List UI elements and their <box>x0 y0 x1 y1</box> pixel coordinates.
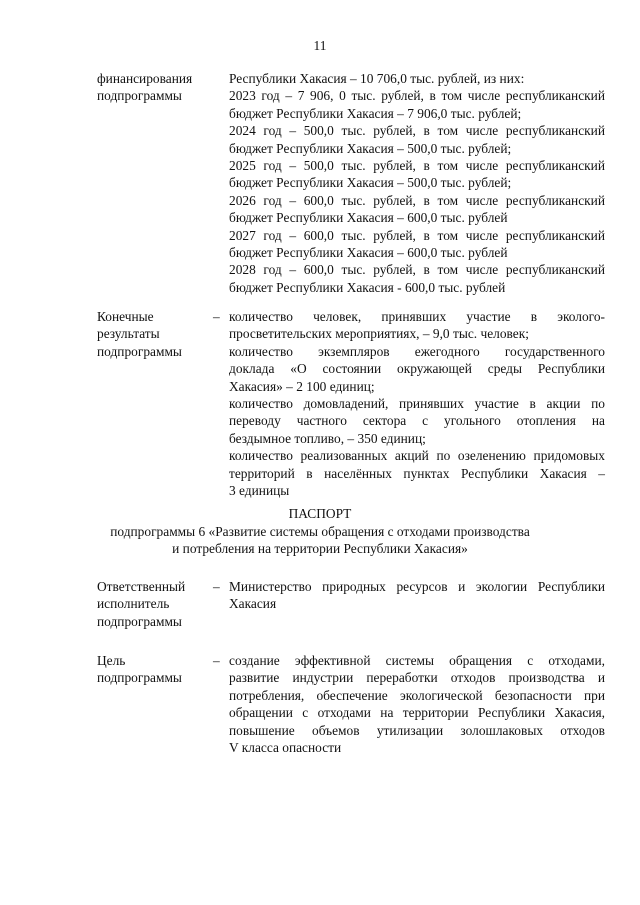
results-dash: – <box>213 309 220 324</box>
results-line: 3 единицы <box>229 483 290 499</box>
financing-line: 2024 год – 500,0 тыс. рублей, в том числе республиканский <box>229 123 605 139</box>
financing-line: бюджет Республики Хакасия – 600,0 тыс. рублей <box>229 210 508 226</box>
passport-subtitle-line: и потребления на территории Республики Хакасия» <box>172 541 468 557</box>
goal-line: V класса опасности <box>229 740 342 756</box>
responsible-line: Хакасия <box>229 596 277 612</box>
financing-line: бюджет Республики Хакасия – 500,0 тыс. рублей; <box>229 175 512 191</box>
goal-label <box>97 652 217 687</box>
page-number: 11 <box>313 38 327 53</box>
goal-value <box>229 652 605 756</box>
results-line: количество реализованных акций по озеленению придомовых <box>229 448 605 464</box>
goal-label-line: Цель <box>97 653 126 668</box>
results-label-line: результаты <box>97 326 160 342</box>
results-value <box>229 308 605 499</box>
results-line: бездымное топливо, – 350 единиц; <box>229 430 426 446</box>
passport-title: ПАСПОРТ <box>288 506 352 521</box>
passport-heading <box>0 505 640 522</box>
passport-subtitle <box>0 523 640 558</box>
financing-label-line: финансирования <box>97 71 193 86</box>
financing-line: 2026 год – 600,0 тыс. рублей, в том числе республиканский <box>229 192 605 208</box>
goal-line: потребления, обеспечение экологической безопасности при <box>229 687 605 703</box>
financing-label-line: подпрограммы <box>97 88 182 104</box>
responsible-label-line: исполнитель <box>97 596 170 612</box>
responsible-label-line: Ответственный <box>97 579 186 594</box>
financing-value <box>229 70 605 296</box>
results-line: Хакасия» – 2 100 единиц; <box>229 378 375 394</box>
responsible-dash: – <box>213 579 220 594</box>
responsible-label <box>97 578 217 630</box>
results-line: территорий в населённых пунктах Республики Хакасия – <box>229 465 605 481</box>
results-label-line: подпрограммы <box>97 343 182 359</box>
results-line: переводу частного сектора с угольного отопления на <box>229 413 605 429</box>
financing-line: бюджет Республики Хакасия - 600,0 тыс. рублей <box>229 279 506 295</box>
financing-line: Республики Хакасия – 10 706,0 тыс. рублей, из них: <box>229 71 525 86</box>
results-line: доклада «О состоянии окружающей среды Республики <box>229 361 605 377</box>
financing-line: бюджет Республики Хакасия – 500,0 тыс. рублей; <box>229 140 512 156</box>
results-label <box>97 308 217 360</box>
responsible-line: Министерство природных ресурсов и экологии Республики <box>229 579 605 594</box>
goal-line: развитие индустрии переработки отходов производства и <box>229 670 605 686</box>
goal-line: повышение объемов утилизации золошлаковых отходов <box>229 722 605 738</box>
goal-label-line: подпрограммы <box>97 670 182 686</box>
financing-line: бюджет Республики Хакасия – 600,0 тыс. рублей <box>229 245 508 261</box>
goal-dash: – <box>213 653 220 668</box>
financing-label <box>97 70 217 105</box>
responsible-label-line: подпрограммы <box>97 613 182 629</box>
goal-line: обращении с отходами на территории Республики Хакасия, <box>229 705 605 721</box>
financing-line: 2027 год – 600,0 тыс. рублей, в том числе республиканский <box>229 227 605 243</box>
responsible-value <box>229 578 605 613</box>
passport-subtitle-line: подпрограммы 6 «Развитие системы обращения с отходами производства <box>110 524 530 539</box>
results-line: количество домовладений, принявших участие в акции по <box>229 396 605 412</box>
results-label-line: Конечные <box>97 309 154 324</box>
financing-line: 2025 год – 500,0 тыс. рублей, в том числе республиканский <box>229 158 605 174</box>
results-line: просветительских мероприятиях, – 9,0 тыс. человек; <box>229 326 529 342</box>
financing-line: бюджет Республики Хакасия – 7 906,0 тыс. рублей; <box>229 105 522 121</box>
results-line: количество экземпляров ежегодного государственного <box>229 343 605 359</box>
goal-line: создание эффективной системы обращения с отходами, <box>229 653 605 668</box>
financing-line: 2028 год – 600,0 тыс. рублей, в том числе республиканский <box>229 262 605 278</box>
results-line: количество человек, принявших участие в эколого- <box>229 309 605 324</box>
financing-line: 2023 год – 7 906, 0 тыс. рублей, в том числе республиканский <box>229 88 605 104</box>
